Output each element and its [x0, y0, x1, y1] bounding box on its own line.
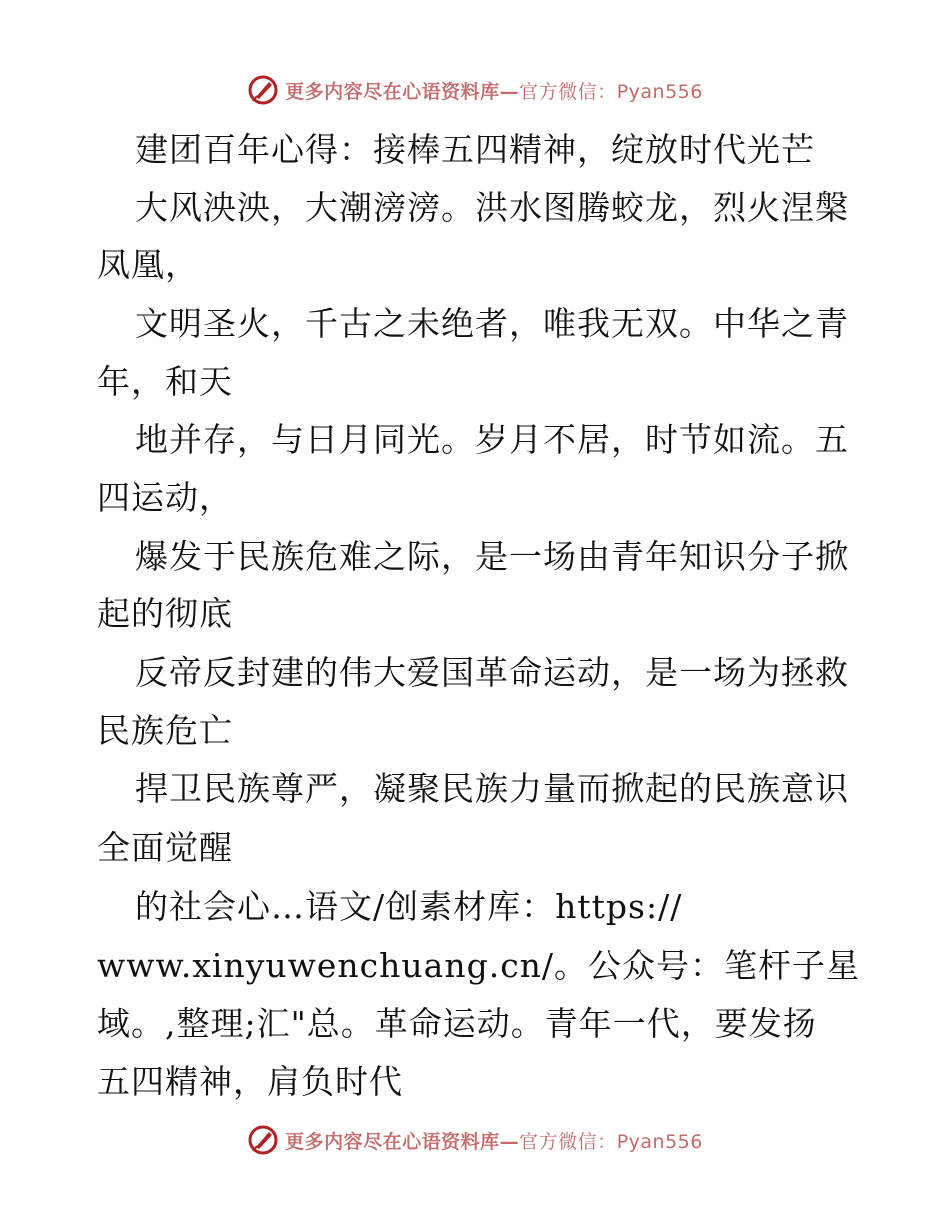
- text-line-8: 起的彻底: [97, 594, 233, 633]
- text-line-12: 全面觉醒: [97, 828, 233, 867]
- text-line-11: 捍卫民族尊严，凝聚民族力量而掀起的民族意识: [135, 769, 849, 808]
- banner-wechat-label: 官方微信：: [519, 80, 617, 103]
- banner-wechat-id: Pyan556: [616, 80, 703, 103]
- header-banner: [0, 70, 950, 110]
- footer-banner: [0, 1120, 950, 1160]
- document-title: 建团百年心得：接棒五四精神，绽放时代光芒: [135, 130, 815, 169]
- text-line-16: 五四精神，肩负时代: [97, 1062, 403, 1101]
- text-line-1: 大风泱泱，大潮滂滂。洪水图腾蛟龙，烈火涅槃: [135, 188, 849, 227]
- banner-dash: —: [499, 80, 520, 103]
- banner-main: 更多内容尽在心语资料库: [285, 1130, 500, 1153]
- text-line-6: 四运动，: [97, 478, 233, 517]
- banner-dash: —: [499, 1130, 520, 1153]
- banner-text: [285, 1127, 703, 1154]
- text-line-9: 反帝反封建的伟大爱国革命运动，是一场为拯救: [135, 653, 849, 692]
- text-line-7: 爆发于民族危难之际，是一场由青年知识分子掀: [135, 537, 849, 576]
- banner-wechat-label: 官方微信：: [519, 1130, 617, 1153]
- banner-main: 更多内容尽在心语资料库: [285, 80, 500, 103]
- quill-logo-icon: [247, 1124, 279, 1156]
- banner-text: [285, 77, 703, 104]
- text-line-14: www.xinyuwenchuang.cn/。公众号：笔杆子星: [97, 946, 861, 985]
- quill-logo-icon: [247, 74, 279, 106]
- text-line-5: 地并存，与日月同光。岁月不居，时节如流。五: [135, 420, 849, 459]
- text-line-13: 的社会心…语文/创素材库：https://: [135, 887, 683, 926]
- text-line-2: 凤凰，: [97, 245, 199, 284]
- text-line-3: 文明圣火，千古之未绝者，唯我无双。中华之青: [135, 304, 849, 343]
- text-line-4: 年，和天: [97, 362, 233, 401]
- text-line-15: 域。,整理;汇"总。革命运动。青年一代，要发扬: [97, 1004, 817, 1043]
- banner-wechat-id: Pyan556: [616, 1130, 703, 1153]
- text-line-10: 民族危亡: [97, 711, 233, 750]
